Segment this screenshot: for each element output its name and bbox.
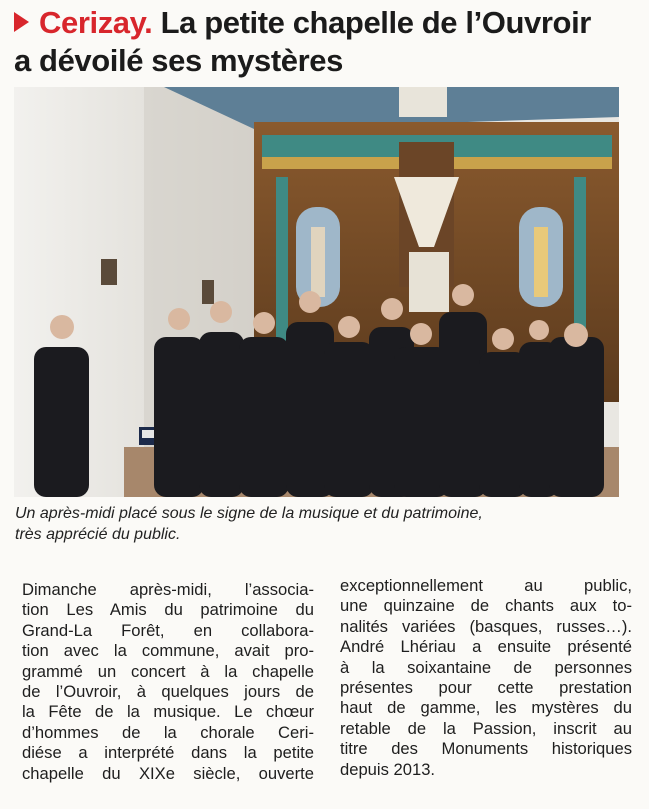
body-line: une quinzaine de chants aux to- [340,596,632,616]
body-line: chapelle du XIXe siècle, ouverte [22,763,314,783]
body-line: présentes pour cette prestation [340,678,632,698]
body-line: nalités variées (basques, russes…). [340,616,632,636]
body-line: diése a interprété dans la petite [22,743,314,763]
body-line: grammé un concert à la chapelle [22,661,314,681]
body-line: haut de gamme, les mystères du [340,698,632,718]
body-line: titre des Monuments historiques [340,739,632,759]
article-column-2 [340,576,632,784]
body-line: Dimanche après-midi, l’associa- [22,580,314,599]
body-line: à la soixantaine de personnes [340,657,632,677]
body-line: depuis 2013. [340,759,436,779]
choir-in-chapel-photo [14,87,619,497]
red-triangle-arrow-icon [14,12,29,32]
headline-place: Cerizay. [39,5,153,40]
article-column-1 [22,580,314,784]
headline [14,4,639,80]
headline-line-1 [14,4,639,42]
body-line: d’hommes de la chorale Ceri- [22,722,314,742]
body-line: exceptionnellement au public, [340,576,632,595]
body-line: retable de la Passion, inscrit au [340,718,632,738]
caption-line-1: Un après-midi placé sous le signe de la musique et du patrimoine, [15,505,483,522]
body-line: tion Les Amis du patrimoine du [22,600,314,620]
caption-line-2: très apprécié du public. [15,526,181,543]
headline-line-2: a dévoilé ses mystères [14,43,343,78]
body-line: Grand-La Forêt, en collabora- [22,620,314,640]
body-line: la Fête de la musique. Le chœur [22,702,314,722]
photo-caption [15,503,615,545]
headline-title-part-1: La petite chapelle de l’Ouvroir [152,5,591,40]
article-photo [14,87,619,497]
body-line: tion avec la commune, avait pro- [22,641,314,661]
article-body [22,576,632,784]
body-line: de l’Ouvroir, à quelques jours de [22,682,314,702]
body-line: André Lhériau a ensuite présenté [340,637,632,657]
